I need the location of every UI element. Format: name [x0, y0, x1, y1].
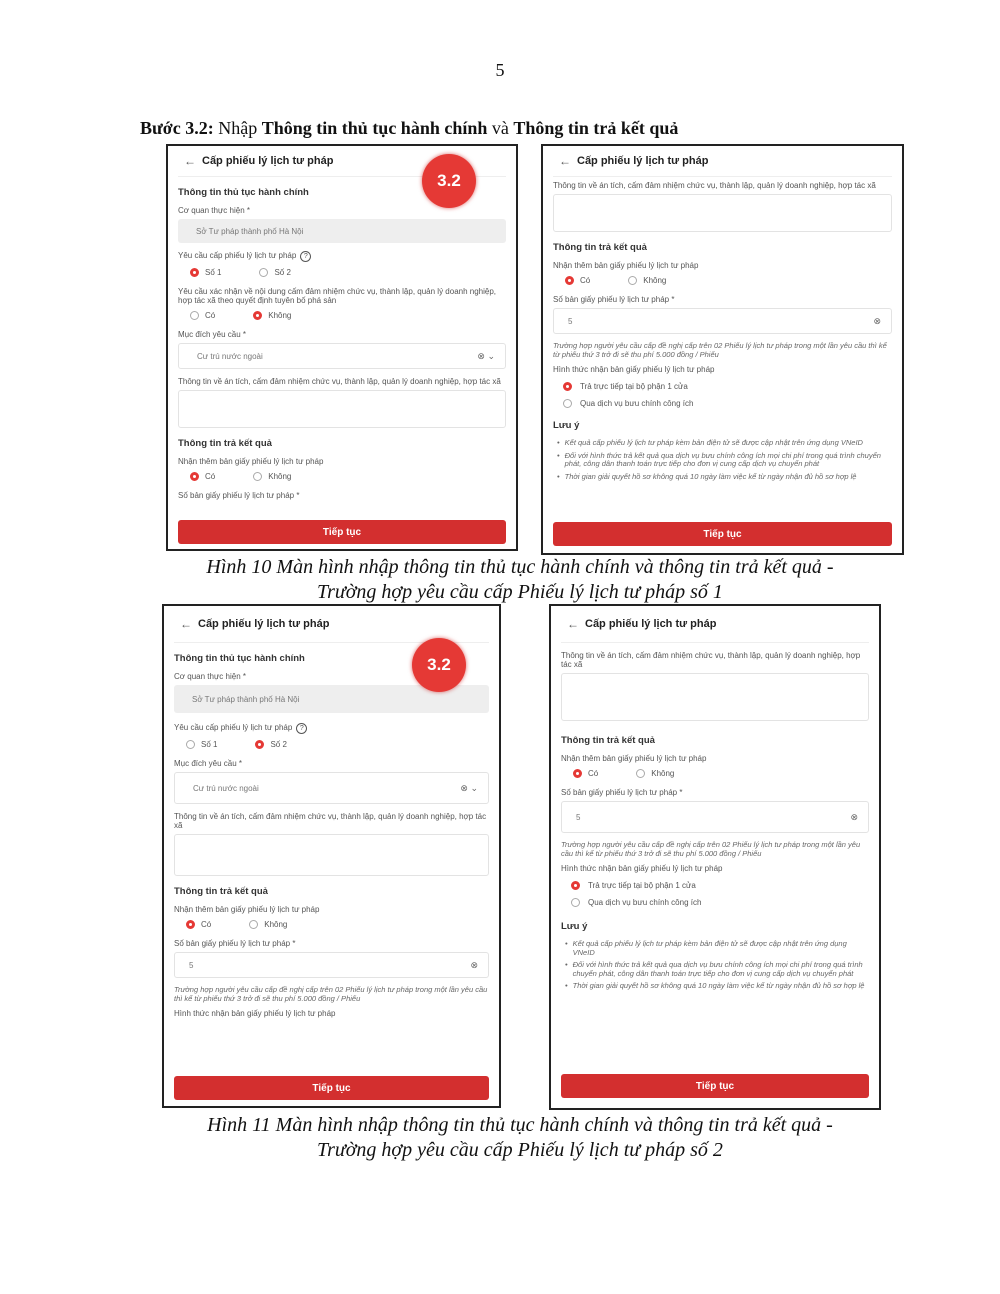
- copies-field[interactable]: [174, 952, 489, 978]
- continue-button[interactable]: Tiếp tục: [178, 520, 506, 544]
- request-radio-group: [174, 740, 489, 749]
- step-text-2: và: [487, 118, 514, 138]
- arrow-left-icon[interactable]: ←: [184, 154, 196, 168]
- radio-yes[interactable]: [190, 311, 215, 320]
- method-label: Hình thức nhận bản giấy phiếu lý lịch tư pháp: [561, 864, 723, 873]
- agency-field[interactable]: [178, 219, 506, 243]
- request-label: [178, 251, 506, 262]
- radio-dot: [636, 769, 645, 778]
- arrow-left-icon[interactable]: ←: [180, 617, 192, 631]
- step-badge: 3.2: [412, 638, 466, 692]
- note-item: • Kết quả cấp phiếu lý lịch tư pháp kèm bản điện tử sẽ được cập nhật trên ứng dụng VNeID: [565, 940, 869, 957]
- arrow-left-icon[interactable]: ←: [567, 617, 579, 631]
- help-icon[interactable]: ?: [296, 723, 307, 734]
- copies-value: 5: [576, 812, 581, 822]
- clear-icon[interactable]: ⊗: [850, 811, 858, 822]
- app-title: Cấp phiếu lý lịch tư pháp: [585, 618, 717, 630]
- radio-dot: [249, 920, 258, 929]
- radio-no[interactable]: [253, 472, 291, 481]
- clear-chevron-icon[interactable]: ⊗ ⌄: [460, 782, 478, 793]
- copies-label: Số bản giấy phiếu lý lịch tư pháp *: [174, 939, 296, 948]
- page-number: 5: [495, 60, 505, 80]
- radio-dot: [190, 311, 199, 320]
- radio-label: Qua dịch vụ bưu chính công ích: [580, 399, 694, 408]
- ban-info-label: Thông tin về án tích, cấm đảm nhiệm chức vụ, thành lập, quản lý doanh nghiệp, hợp tác xã: [174, 812, 487, 830]
- radio-dot-selected: [573, 769, 582, 778]
- copies-value: 5: [568, 316, 573, 326]
- radio-dot-selected: [571, 881, 580, 890]
- caption-line-1: Hình 10 Màn hình nhập thông tin thủ tục hành chính và thông tin trả kết quả -: [206, 556, 834, 578]
- section-result-title: Thông tin trả kết quả: [561, 735, 655, 746]
- agency-value: Sở Tư pháp thành phố Hà Nội: [196, 226, 304, 236]
- copies-field[interactable]: [561, 801, 869, 833]
- radio-no1[interactable]: [190, 268, 221, 277]
- radio-label: Có: [580, 276, 591, 285]
- purpose-label: Mục đích yêu cầu *: [174, 759, 243, 768]
- copies-label: Số bản giấy phiếu lý lịch tư pháp *: [561, 788, 683, 797]
- copies-label: Số bản giấy phiếu lý lịch tư pháp *: [553, 295, 675, 304]
- radio-no[interactable]: [249, 920, 287, 929]
- radio-dot: [571, 898, 580, 907]
- radio-dot-selected: [565, 276, 574, 285]
- purpose-value: Cư trú nước ngoài: [193, 783, 259, 793]
- fee-note: Trường hợp người yêu cầu cấp đề nghị cấp trên 02 Phiếu lý lịch tư pháp trong một lần yêu cầu thì kể từ phiếu thứ 3 trở đi sẽ thu phí 5.000 đồng / Phiếu: [561, 840, 861, 858]
- app-title: Cấp phiếu lý lịch tư pháp: [577, 155, 709, 167]
- caption-line-2: Trường hợp yêu cầu cấp Phiếu lý lịch tư pháp số 2: [317, 1139, 723, 1161]
- continue-button[interactable]: Tiếp tục: [174, 1076, 489, 1100]
- ban-info-textarea[interactable]: [178, 390, 506, 428]
- radio-dot: [628, 276, 637, 285]
- radio-label: Số 1: [205, 268, 222, 277]
- purpose-label: Mục đích yêu cầu *: [178, 330, 247, 339]
- request-label-text: Yêu cầu cấp phiếu lý lịch tư pháp: [178, 251, 297, 260]
- extra-label: Nhận thêm bản giấy phiếu lý lịch tư pháp: [178, 457, 324, 466]
- method-label: Hình thức nhận bản giấy phiếu lý lịch tư pháp: [553, 365, 715, 374]
- agency-label: Cơ quan thực hiện *: [174, 672, 246, 681]
- ban-info-textarea[interactable]: [561, 673, 869, 721]
- app-header: [553, 146, 892, 177]
- radio-no2[interactable]: [259, 268, 290, 277]
- section-result-title: Thông tin trả kết quả: [178, 438, 272, 449]
- app-title: Cấp phiếu lý lịch tư pháp: [198, 618, 330, 630]
- radio-yes[interactable]: [565, 276, 590, 285]
- continue-button[interactable]: Tiếp tục: [553, 522, 892, 546]
- step-heading: [140, 118, 678, 139]
- radio-no[interactable]: [636, 769, 674, 778]
- note-text: Thời gian giải quyết hồ sơ không quá 10 ngày làm việc kể từ ngày nhận đủ hồ sơ hợp lệ: [572, 981, 865, 990]
- clear-icon[interactable]: ⊗: [873, 315, 881, 326]
- radio-no2[interactable]: [255, 740, 286, 749]
- radio-no[interactable]: [628, 276, 666, 285]
- purpose-select[interactable]: [174, 772, 489, 804]
- request-radio-group: [178, 268, 506, 277]
- confirm-radio-group: [178, 311, 506, 320]
- clear-chevron-icon[interactable]: ⊗ ⌄: [477, 350, 495, 361]
- arrow-left-icon[interactable]: ←: [559, 154, 571, 168]
- caption-line-2: Trường hợp yêu cầu cấp Phiếu lý lịch tư pháp số 1: [317, 581, 723, 603]
- step-prefix: Bước 3.2:: [140, 118, 214, 138]
- radio-label: Có: [205, 311, 216, 320]
- section-admin-title: Thông tin thủ tục hành chính: [178, 187, 309, 198]
- radio-label: Không: [268, 472, 292, 481]
- request-label-text: Yêu cầu cấp phiếu lý lịch tư pháp: [174, 723, 293, 732]
- note-item: • Đối với hình thức trả kết quả qua dịch vụ bưu chính công ích mọi chi phí trong quá trình chuyển phát, công dân thanh toán trực tiếp cho đơn vị cung cấp dịch vụ chuyển phát: [557, 452, 892, 469]
- request-label: [174, 723, 489, 734]
- radio-method-post[interactable]: [553, 399, 892, 408]
- radio-method-direct[interactable]: [561, 881, 869, 890]
- help-icon[interactable]: ?: [300, 251, 311, 262]
- fee-note: Trường hợp người yêu cầu cấp đề nghị cấp trên 02 Phiếu lý lịch tư pháp trong một lần yêu cầu thì kể từ phiếu thứ 3 trở đi sẽ thu phí 5.000 đồng / Phiếu: [553, 341, 887, 359]
- screenshot-3: [162, 604, 501, 1108]
- section-result-title: Thông tin trả kết quả: [174, 886, 268, 897]
- screenshot-2: [541, 144, 904, 555]
- notes-title: Lưu ý: [553, 420, 580, 431]
- radio-label: Trả trực tiếp tại bộ phận 1 cửa: [588, 881, 696, 890]
- confirm-label: Yêu cầu xác nhận về nội dung cấm đảm nhiệm chức vụ, thành lập, quản lý doanh nghiệp, hợp tác xã theo quyết định tuyên bố phá sản: [178, 287, 497, 305]
- extra-radio-group: [174, 920, 489, 929]
- radio-label: Trả trực tiếp tại bộ phận 1 cửa: [580, 382, 688, 391]
- method-label: Hình thức nhận bản giấy phiếu lý lịch tư pháp: [174, 1009, 336, 1018]
- purpose-select[interactable]: [178, 343, 506, 369]
- continue-button[interactable]: Tiếp tục: [561, 1074, 869, 1098]
- extra-radio-group: [561, 769, 869, 778]
- step-text-1: Nhập: [213, 118, 262, 138]
- radio-label: Không: [268, 311, 292, 320]
- radio-method-direct[interactable]: [553, 382, 892, 391]
- ban-info-textarea[interactable]: [553, 194, 892, 232]
- note-text: Thời gian giải quyết hồ sơ không quá 10 ngày làm việc kể từ ngày nhận đủ hồ sơ hợp lệ: [564, 471, 857, 481]
- radio-dot: [253, 472, 262, 481]
- radio-dot-selected: [186, 920, 195, 929]
- radio-dot-selected: [253, 311, 262, 320]
- radio-dot-selected: [255, 740, 264, 749]
- radio-no[interactable]: [253, 311, 291, 320]
- note-text: Đối với hình thức trả kết quả qua dịch vụ bưu chính công ích mọi chi phí trong quá trình chuyển phát, công dân thanh toán trực tiếp cho đơn vị cung cấp dịch vụ chuyển phát: [572, 960, 863, 978]
- copies-value: 5: [189, 960, 194, 970]
- ban-info-label: Thông tin về án tích, cấm đảm nhiệm chức vụ, thành lập, quản lý doanh nghiệp, hợp tác xã: [561, 651, 861, 669]
- radio-label: Không: [643, 276, 667, 285]
- radio-yes[interactable]: [190, 472, 215, 481]
- radio-dot: [563, 399, 572, 408]
- note-item: • Thời gian giải quyết hồ sơ không quá 10 ngày làm việc kể từ ngày nhận đủ hồ sơ hợp lệ: [557, 471, 857, 481]
- fee-note: Trường hợp người yêu cầu cấp đề nghị cấp trên 02 Phiếu lý lịch tư pháp trong một lần yêu cầu thì kể từ phiếu thứ 3 trở đi sẽ thu phí 5.000 đồng / Phiếu: [174, 985, 488, 1003]
- app-header: [561, 606, 869, 643]
- radio-label: Số 2: [270, 740, 287, 749]
- radio-label: Có: [201, 920, 212, 929]
- step-bold-1: Thông tin thủ tục hành chính: [261, 118, 488, 138]
- radio-no1[interactable]: [186, 740, 217, 749]
- radio-label: Có: [588, 769, 599, 778]
- copies-field[interactable]: [553, 308, 892, 334]
- screenshot-4: [549, 604, 881, 1110]
- agency-value: Sở Tư pháp thành phố Hà Nội: [192, 694, 300, 704]
- section-result-title: Thông tin trả kết quả: [553, 242, 647, 253]
- note-text: Kết quả cấp phiếu lý lịch tư pháp kèm bản điện tử sẽ được cập nhật trên ứng dụng VNeID: [564, 438, 863, 447]
- section-admin-title: Thông tin thủ tục hành chính: [174, 653, 305, 664]
- agency-label: Cơ quan thực hiện *: [178, 206, 250, 215]
- ban-info-label: Thông tin về án tích, cấm đảm nhiệm chức vụ, thành lập, quản lý doanh nghiệp, hợp tác xã: [553, 181, 876, 190]
- radio-yes[interactable]: [186, 920, 211, 929]
- step-badge: 3.2: [422, 154, 476, 208]
- extra-radio-group: [553, 276, 892, 285]
- radio-dot: [186, 740, 195, 749]
- figure-caption-11: [120, 1113, 920, 1163]
- screenshot-1: [166, 144, 518, 551]
- radio-method-post[interactable]: [561, 898, 869, 907]
- radio-label: Không: [264, 920, 288, 929]
- note-item: • Đối với hình thức trả kết quả qua dịch vụ bưu chính công ích mọi chi phí trong quá trình chuyển phát, công dân thanh toán trực tiếp cho đơn vị cung cấp dịch vụ chuyển phát: [565, 961, 869, 978]
- extra-label: Nhận thêm bản giấy phiếu lý lịch tư pháp: [553, 261, 699, 270]
- notes-title: Lưu ý: [561, 921, 588, 932]
- radio-dot-selected: [563, 382, 572, 391]
- radio-dot: [259, 268, 268, 277]
- extra-label: Nhận thêm bản giấy phiếu lý lịch tư pháp: [174, 905, 320, 914]
- note-text: Kết quả cấp phiếu lý lịch tư pháp kèm bản điện tử sẽ được cập nhật trên ứng dụng VNeID: [572, 939, 847, 957]
- ban-info-label: Thông tin về án tích, cấm đảm nhiệm chức vụ, thành lập, quản lý doanh nghiệp, hợp tác xã: [178, 377, 501, 386]
- note-item: • Thời gian giải quyết hồ sơ không quá 10 ngày làm việc kể từ ngày nhận đủ hồ sơ hợp lệ: [565, 981, 865, 990]
- radio-label: Số 2: [274, 268, 291, 277]
- radio-dot-selected: [190, 268, 199, 277]
- ban-info-textarea[interactable]: [174, 834, 489, 876]
- extra-label: Nhận thêm bản giấy phiếu lý lịch tư pháp: [561, 754, 707, 763]
- note-text: Đối với hình thức trả kết quả qua dịch vụ bưu chính công ích mọi chi phí trong quá trình chuyển phát, công dân thanh toán trực tiếp cho đơn vị cung cấp dịch vụ chuyển phát: [564, 450, 881, 468]
- radio-label: Qua dịch vụ bưu chính công ích: [588, 898, 702, 907]
- app-title: Cấp phiếu lý lịch tư pháp: [202, 155, 334, 167]
- radio-yes[interactable]: [573, 769, 598, 778]
- step-bold-2: Thông tin trả kết quả: [513, 118, 679, 138]
- radio-dot-selected: [190, 472, 199, 481]
- extra-radio-group: [178, 472, 506, 481]
- radio-label: Số 1: [201, 740, 218, 749]
- radio-label: Có: [205, 472, 216, 481]
- figure-caption-10: [120, 555, 920, 605]
- note-item: • Kết quả cấp phiếu lý lịch tư pháp kèm bản điện tử sẽ được cập nhật trên ứng dụng VNeID: [557, 438, 863, 447]
- caption-line-1: Hình 11 Màn hình nhập thông tin thủ tục hành chính và thông tin trả kết quả -: [207, 1114, 833, 1136]
- copies-label: Số bản giấy phiếu lý lịch tư pháp *: [178, 491, 300, 500]
- radio-label: Không: [651, 769, 675, 778]
- purpose-value: Cư trú nước ngoài: [197, 351, 263, 361]
- clear-icon[interactable]: ⊗: [470, 959, 478, 970]
